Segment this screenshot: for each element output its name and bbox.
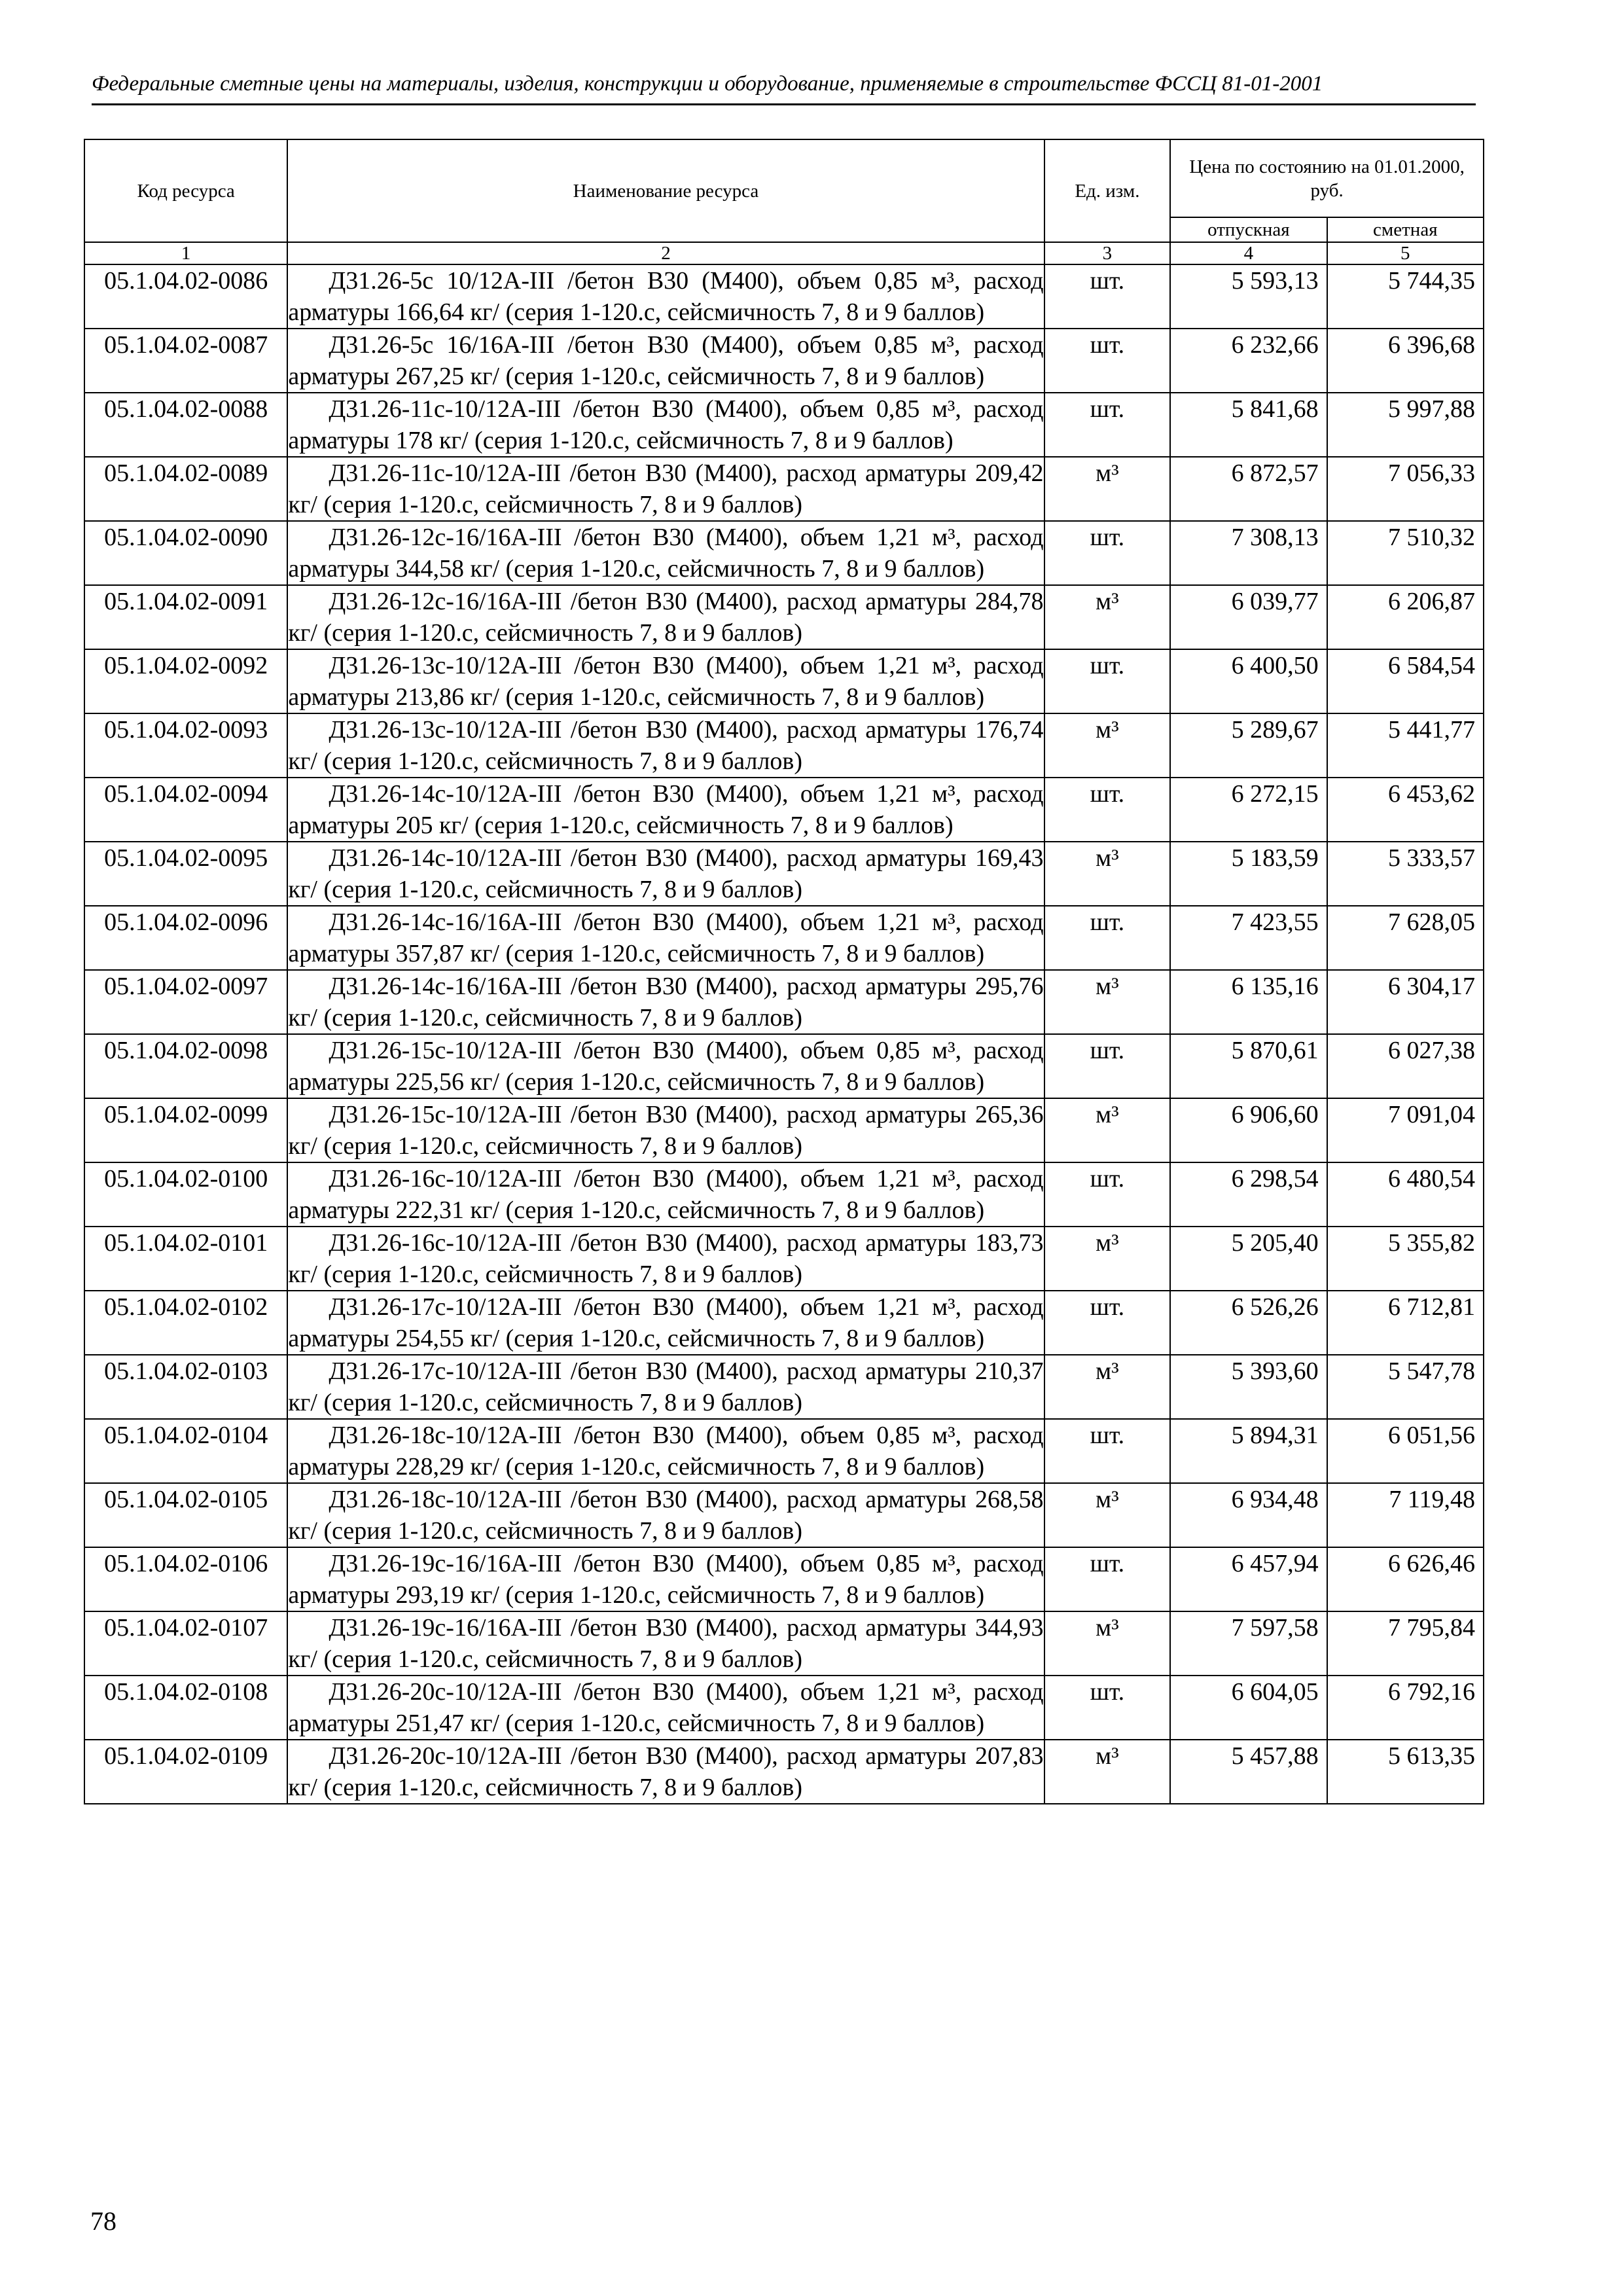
- unit: шт.: [1044, 1162, 1171, 1227]
- release-price: 5 870,61: [1170, 1034, 1327, 1098]
- table-row: [84, 778, 1484, 842]
- release-price: 6 934,48: [1170, 1483, 1327, 1547]
- unit: шт.: [1044, 1419, 1171, 1483]
- resource-code: 05.1.04.02-0096: [84, 906, 287, 970]
- release-price: 5 457,88: [1170, 1740, 1327, 1804]
- resource-name-text: Д31.26-14с-16/16А-III /бетон В30 (М400), объем 1,21 м³, расход арматуры 357,87 кг/ (серия 1-120.с, сейсмичность 7, 8 и 9 баллов): [288, 908, 1044, 967]
- table-row: [84, 1740, 1484, 1804]
- resource-name-text: Д31.26-18с-10/12А-III /бетон В30 (М400), объем 0,85 м³, расход арматуры 228,29 кг/ (серия 1-120.с, сейсмичность 7, 8 и 9 баллов): [288, 1422, 1044, 1480]
- unit: м³: [1044, 713, 1171, 778]
- resource-code: 05.1.04.02-0103: [84, 1355, 287, 1419]
- resource-name-text: Д31.26-20с-10/12А-III /бетон В30 (М400), расход арматуры 207,83 кг/ (серия 1-120.с, сейсмичность 7, 8 и 9 баллов): [288, 1742, 1044, 1801]
- release-price: 5 841,68: [1170, 393, 1327, 457]
- unit: шт.: [1044, 393, 1171, 457]
- table-row: [84, 970, 1484, 1034]
- resource-code: 05.1.04.02-0098: [84, 1034, 287, 1098]
- resource-name-text: Д31.26-12с-16/16А-III /бетон В30 (М400), расход арматуры 284,78 кг/ (серия 1-120.с, сейсмичность 7, 8 и 9 баллов): [288, 588, 1044, 647]
- resource-name: [287, 1611, 1044, 1676]
- resource-code: 05.1.04.02-0093: [84, 713, 287, 778]
- resource-name: [287, 906, 1044, 970]
- release-price: 6 272,15: [1170, 778, 1327, 842]
- estimate-price: 7 628,05: [1327, 906, 1484, 970]
- resource-name: [287, 1676, 1044, 1740]
- column-number: 2: [287, 242, 1044, 264]
- resource-code: 05.1.04.02-0108: [84, 1676, 287, 1740]
- table-row: [84, 1547, 1484, 1611]
- unit: шт.: [1044, 778, 1171, 842]
- release-price: 7 308,13: [1170, 521, 1327, 585]
- release-price: 7 423,55: [1170, 906, 1327, 970]
- estimate-price: 6 206,87: [1327, 585, 1484, 649]
- release-price: 6 604,05: [1170, 1676, 1327, 1740]
- resource-code: 05.1.04.02-0109: [84, 1740, 287, 1804]
- unit: м³: [1044, 1611, 1171, 1676]
- table-body: [84, 264, 1484, 1804]
- estimate-price: 5 613,35: [1327, 1740, 1484, 1804]
- table-row: [84, 842, 1484, 906]
- resource-name-text: Д31.26-14с-10/12А-III /бетон В30 (М400), расход арматуры 169,43 кг/ (серия 1-120.с, сейсмичность 7, 8 и 9 баллов): [288, 844, 1044, 903]
- release-price: 6 526,26: [1170, 1291, 1327, 1355]
- estimate-price: 5 547,78: [1327, 1355, 1484, 1419]
- running-header: Федеральные сметные цены на материалы, изделия, конструкции и оборудование, применяемые в строительстве ФССЦ 81-01-2001: [92, 72, 1323, 96]
- unit: м³: [1044, 1227, 1171, 1291]
- release-price: 6 232,66: [1170, 329, 1327, 393]
- resource-name-text: Д31.26-15с-10/12А-III /бетон В30 (М400), расход арматуры 265,36 кг/ (серия 1-120.с, сейсмичность 7, 8 и 9 баллов): [288, 1101, 1044, 1160]
- resource-code: 05.1.04.02-0104: [84, 1419, 287, 1483]
- estimate-price: 6 027,38: [1327, 1034, 1484, 1098]
- resource-name: [287, 1034, 1044, 1098]
- header-code: Код ресурса: [84, 139, 287, 242]
- resource-code: 05.1.04.02-0106: [84, 1547, 287, 1611]
- resource-name: [287, 1098, 1044, 1162]
- release-price: 7 597,58: [1170, 1611, 1327, 1676]
- estimate-price: 7 795,84: [1327, 1611, 1484, 1676]
- estimate-price: 6 051,56: [1327, 1419, 1484, 1483]
- estimate-price: 6 453,62: [1327, 778, 1484, 842]
- release-price: 5 894,31: [1170, 1419, 1327, 1483]
- header-name: Наименование ресурса: [287, 139, 1044, 242]
- table-row: [84, 1162, 1484, 1227]
- resource-name: [287, 1483, 1044, 1547]
- table-row: [84, 1676, 1484, 1740]
- resource-code: 05.1.04.02-0102: [84, 1291, 287, 1355]
- estimate-price: 6 626,46: [1327, 1547, 1484, 1611]
- unit: шт.: [1044, 1034, 1171, 1098]
- release-price: 5 393,60: [1170, 1355, 1327, 1419]
- unit: шт.: [1044, 649, 1171, 713]
- release-price: 6 400,50: [1170, 649, 1327, 713]
- resource-code: 05.1.04.02-0100: [84, 1162, 287, 1227]
- unit: м³: [1044, 842, 1171, 906]
- resource-code: 05.1.04.02-0091: [84, 585, 287, 649]
- estimate-price: 6 584,54: [1327, 649, 1484, 713]
- resource-name-text: Д31.26-19с-16/16А-III /бетон В30 (М400), расход арматуры 344,93 кг/ (серия 1-120.с, сейсмичность 7, 8 и 9 баллов): [288, 1614, 1044, 1673]
- resource-name-text: Д31.26-5с 10/12А-III /бетон В30 (М400), объем 0,85 м³, расход арматуры 166,64 кг/ (серия 1-120.с, сейсмичность 7, 8 и 9 баллов): [288, 267, 1044, 326]
- resource-name: [287, 1162, 1044, 1227]
- header-price-group: Цена по состоянию на 01.01.2000, руб.: [1170, 139, 1484, 217]
- resource-name-text: Д31.26-20с-10/12А-III /бетон В30 (М400), объем 1,21 м³, расход арматуры 251,47 кг/ (серия 1-120.с, сейсмичность 7, 8 и 9 баллов): [288, 1678, 1044, 1737]
- resource-code: 05.1.04.02-0090: [84, 521, 287, 585]
- unit: м³: [1044, 585, 1171, 649]
- release-price: 6 135,16: [1170, 970, 1327, 1034]
- table-row: [84, 713, 1484, 778]
- table-row: [84, 1355, 1484, 1419]
- table-row: [84, 1611, 1484, 1676]
- resource-code: 05.1.04.02-0088: [84, 393, 287, 457]
- estimate-price: 5 355,82: [1327, 1227, 1484, 1291]
- column-number: 4: [1170, 242, 1327, 264]
- resource-name-text: Д31.26-15с-10/12А-III /бетон В30 (М400), объем 0,85 м³, расход арматуры 225,56 кг/ (серия 1-120.с, сейсмичность 7, 8 и 9 баллов): [288, 1037, 1044, 1096]
- resource-name: [287, 585, 1044, 649]
- unit: м³: [1044, 1740, 1171, 1804]
- table-row: [84, 1227, 1484, 1291]
- resource-code: 05.1.04.02-0101: [84, 1227, 287, 1291]
- header-rule: [92, 103, 1476, 105]
- resource-name: [287, 1419, 1044, 1483]
- resource-name-text: Д31.26-17с-10/12А-III /бетон В30 (М400), расход арматуры 210,37 кг/ (серия 1-120.с, сейсмичность 7, 8 и 9 баллов): [288, 1357, 1044, 1416]
- estimate-price: 5 333,57: [1327, 842, 1484, 906]
- table-row: [84, 1483, 1484, 1547]
- table-row: [84, 906, 1484, 970]
- resource-name-text: Д31.26-14с-16/16А-III /бетон В30 (М400), расход арматуры 295,76 кг/ (серия 1-120.с, сейсмичность 7, 8 и 9 баллов): [288, 973, 1044, 1031]
- table-row: [84, 521, 1484, 585]
- release-price: 5 289,67: [1170, 713, 1327, 778]
- table-row: [84, 585, 1484, 649]
- resource-name-text: Д31.26-17с-10/12А-III /бетон В30 (М400), объем 1,21 м³, расход арматуры 254,55 кг/ (серия 1-120.с, сейсмичность 7, 8 и 9 баллов): [288, 1293, 1044, 1352]
- unit: шт.: [1044, 1676, 1171, 1740]
- resource-name: [287, 329, 1044, 393]
- estimate-price: 7 119,48: [1327, 1483, 1484, 1547]
- release-price: 5 205,40: [1170, 1227, 1327, 1291]
- resource-code: 05.1.04.02-0095: [84, 842, 287, 906]
- resource-name-text: Д31.26-12с-16/16А-III /бетон В30 (М400), объем 1,21 м³, расход арматуры 344,58 кг/ (серия 1-120.с, сейсмичность 7, 8 и 9 баллов): [288, 524, 1044, 583]
- release-price: 6 457,94: [1170, 1547, 1327, 1611]
- unit: шт.: [1044, 264, 1171, 329]
- table-row: [84, 649, 1484, 713]
- table-row: [84, 329, 1484, 393]
- unit: шт.: [1044, 521, 1171, 585]
- unit: шт.: [1044, 906, 1171, 970]
- resource-name-text: Д31.26-14с-10/12А-III /бетон В30 (М400), объем 1,21 м³, расход арматуры 205 кг/ (серия 1-120.с, сейсмичность 7, 8 и 9 баллов): [288, 780, 1044, 839]
- release-price: 6 039,77: [1170, 585, 1327, 649]
- unit: м³: [1044, 1483, 1171, 1547]
- resource-name: [287, 521, 1044, 585]
- estimate-price: 7 091,04: [1327, 1098, 1484, 1162]
- resource-code: 05.1.04.02-0105: [84, 1483, 287, 1547]
- estimate-price: 5 997,88: [1327, 393, 1484, 457]
- table-row: [84, 1291, 1484, 1355]
- release-price: 6 906,60: [1170, 1098, 1327, 1162]
- resource-name: [287, 713, 1044, 778]
- resource-name: [287, 778, 1044, 842]
- release-price: 5 183,59: [1170, 842, 1327, 906]
- resource-name-text: Д31.26-13с-10/12А-III /бетон В30 (М400), расход арматуры 176,74 кг/ (серия 1-120.с, сейсмичность 7, 8 и 9 баллов): [288, 716, 1044, 775]
- resource-code: 05.1.04.02-0099: [84, 1098, 287, 1162]
- unit: шт.: [1044, 1547, 1171, 1611]
- unit: м³: [1044, 1098, 1171, 1162]
- estimate-price: 6 304,17: [1327, 970, 1484, 1034]
- resource-name: [287, 649, 1044, 713]
- estimate-price: 5 441,77: [1327, 713, 1484, 778]
- estimate-price: 7 510,32: [1327, 521, 1484, 585]
- column-number: 1: [84, 242, 287, 264]
- table-row: [84, 1419, 1484, 1483]
- resource-name: [287, 1227, 1044, 1291]
- resource-name: [287, 1547, 1044, 1611]
- resource-name-text: Д31.26-11с-10/12А-III /бетон В30 (М400), расход арматуры 209,42 кг/ (серия 1-120.с, сейсмичность 7, 8 и 9 баллов): [288, 459, 1044, 518]
- resource-name-text: Д31.26-19с-16/16А-III /бетон В30 (М400), объем 0,85 м³, расход арматуры 293,19 кг/ (серия 1-120.с, сейсмичность 7, 8 и 9 баллов): [288, 1550, 1044, 1609]
- header-release-price: отпускная: [1170, 217, 1327, 242]
- estimate-price: 6 712,81: [1327, 1291, 1484, 1355]
- resource-code: 05.1.04.02-0107: [84, 1611, 287, 1676]
- resource-name-text: Д31.26-13с-10/12А-III /бетон В30 (М400), объем 1,21 м³, расход арматуры 213,86 кг/ (серия 1-120.с, сейсмичность 7, 8 и 9 баллов): [288, 652, 1044, 711]
- resource-name-text: Д31.26-5с 16/16А-III /бетон В30 (М400), объем 0,85 м³, расход арматуры 267,25 кг/ (серия 1-120.с, сейсмичность 7, 8 и 9 баллов): [288, 331, 1044, 390]
- page-number: 78: [90, 2206, 116, 2236]
- table-row: [84, 393, 1484, 457]
- table-row: [84, 264, 1484, 329]
- estimate-price: 6 396,68: [1327, 329, 1484, 393]
- resource-code: 05.1.04.02-0094: [84, 778, 287, 842]
- unit: м³: [1044, 1355, 1171, 1419]
- header-estimate-price: сметная: [1327, 217, 1484, 242]
- resource-code: 05.1.04.02-0087: [84, 329, 287, 393]
- resource-name-text: Д31.26-18с-10/12А-III /бетон В30 (М400), расход арматуры 268,58 кг/ (серия 1-120.с, сейсмичность 7, 8 и 9 баллов): [288, 1486, 1044, 1545]
- table-row: [84, 1034, 1484, 1098]
- unit: шт.: [1044, 329, 1171, 393]
- resource-name: [287, 970, 1044, 1034]
- table-row: [84, 1098, 1484, 1162]
- resource-name: [287, 457, 1044, 521]
- unit: м³: [1044, 970, 1171, 1034]
- resource-code: 05.1.04.02-0086: [84, 264, 287, 329]
- unit: м³: [1044, 457, 1171, 521]
- estimate-price: 7 056,33: [1327, 457, 1484, 521]
- resource-name: [287, 393, 1044, 457]
- price-table: [84, 139, 1484, 1804]
- header-unit: Ед. изм.: [1044, 139, 1171, 242]
- resource-name-text: Д31.26-16с-10/12А-III /бетон В30 (М400), расход арматуры 183,73 кг/ (серия 1-120.с, сейсмичность 7, 8 и 9 баллов): [288, 1229, 1044, 1288]
- table-row: [84, 457, 1484, 521]
- release-price: 5 593,13: [1170, 264, 1327, 329]
- resource-name: [287, 264, 1044, 329]
- resource-name: [287, 1355, 1044, 1419]
- estimate-price: 6 792,16: [1327, 1676, 1484, 1740]
- unit: шт.: [1044, 1291, 1171, 1355]
- release-price: 6 298,54: [1170, 1162, 1327, 1227]
- resource-code: 05.1.04.02-0092: [84, 649, 287, 713]
- resource-name: [287, 1740, 1044, 1804]
- resource-code: 05.1.04.02-0089: [84, 457, 287, 521]
- resource-name-text: Д31.26-11с-10/12А-III /бетон В30 (М400), объем 0,85 м³, расход арматуры 178 кг/ (серия 1-120.с, сейсмичность 7, 8 и 9 баллов): [288, 395, 1044, 454]
- resource-name-text: Д31.26-16с-10/12А-III /бетон В30 (М400), объем 1,21 м³, расход арматуры 222,31 кг/ (серия 1-120.с, сейсмичность 7, 8 и 9 баллов): [288, 1165, 1044, 1224]
- column-number: 5: [1327, 242, 1484, 264]
- column-number: 3: [1044, 242, 1171, 264]
- resource-name: [287, 1291, 1044, 1355]
- resource-name: [287, 842, 1044, 906]
- estimate-price: 6 480,54: [1327, 1162, 1484, 1227]
- estimate-price: 5 744,35: [1327, 264, 1484, 329]
- release-price: 6 872,57: [1170, 457, 1327, 521]
- resource-code: 05.1.04.02-0097: [84, 970, 287, 1034]
